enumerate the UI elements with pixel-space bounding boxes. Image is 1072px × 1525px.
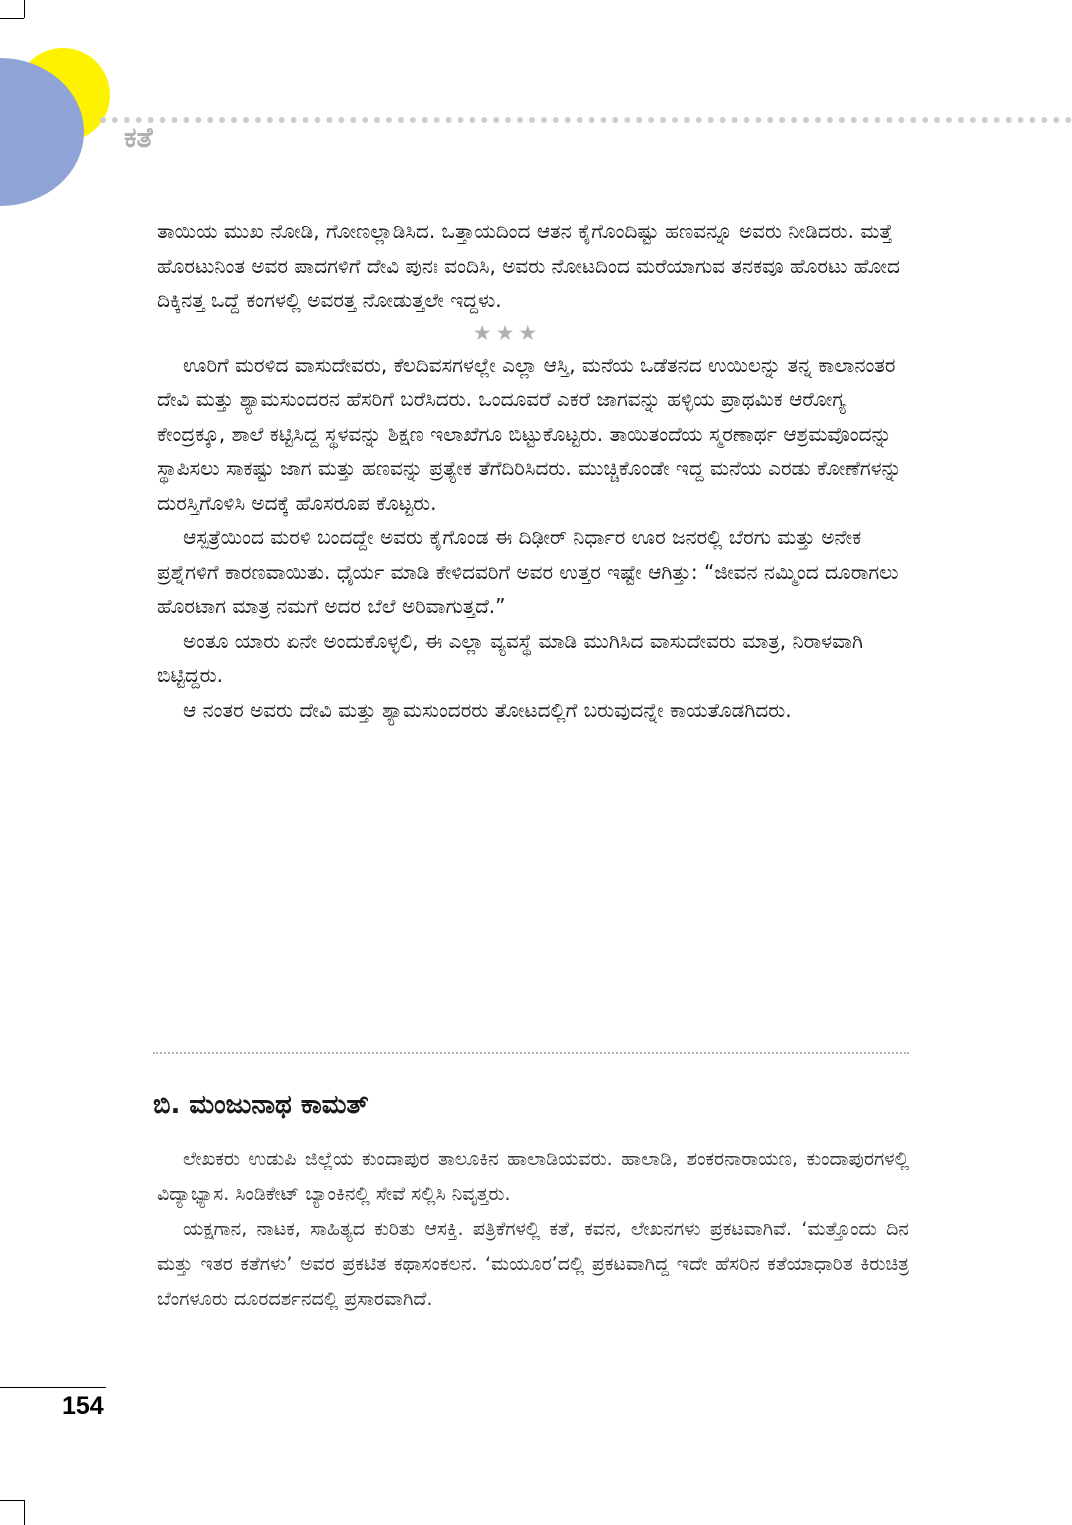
section-dotted-divider — [153, 1052, 909, 1054]
story-paragraph: ಆ ನಂತರ ಅವರು ದೇವಿ ಮತ್ತು ಶ್ಯಾಮಸುಂದರರು ತೋಟದಲ್ಲಿಗೆ ಬರುವುದನ್ನೇ ಕಾಯತೊಡಗಿದರು. — [183, 697, 792, 722]
page-number: 154 — [62, 1392, 104, 1420]
story-paragraph: ತಾಯಿಯ ಮುಖ ನೋಡಿ, ಗೋಣಲ್ಲಾಡಿಸಿದ. ಒತ್ತಾಯದಿಂದ ಆತನ ಕೈಗೊಂದಿಷ್ಟು ಹಣವನ್ನೂ ಅವರು ನೀಡಿದರು. ಮತ್ತೆ ಹೊರಟುನಿಂತ ಅವರ ಪಾದಗಳಿಗೆ ದೇವಿ ಪುನಃ ವಂದಿಸಿ, ಅವರು ನೋಟದಿಂದ ಮರೆಯಾಗುವ ತನಕವೂ ಹೊರಟು ಹೋದ ದಿಕ್ಕಿನತ್ತ ಒದ್ದೆ ಕಂಗಳಲ್ಲಿ ಅವರತ್ತ ನೋಡುತ್ತಲೇ ಇದ್ದಳು. — [157, 219, 900, 312]
author-bio — [157, 1142, 909, 1317]
scene-break-stars: ★★★ — [472, 320, 542, 345]
story-body — [157, 214, 917, 727]
story-paragraph: ಊರಿಗೆ ಮರಳಿದ ವಾಸುದೇವರು, ಕೆಲದಿವಸಗಳಲ್ಲೇ ಎಲ್ಲಾ ಆಸ್ತಿ, ಮನೆಯ ಒಡೆತನದ ಉಯಿಲನ್ನು ತನ್ನ ಕಾಲಾನಂತರ ದೇವಿ ಮತ್ತು ಶ್ಯಾಮಸುಂದರನ ಹೆಸರಿಗೆ ಬರೆಸಿದರು. ಒಂದೂವರೆ ಎಕರೆ ಜಾಗವನ್ನು ಹಳ್ಳಿಯ ಪ್ರಾಥಮಿಕ ಆರೋಗ್ಯ ಕೇಂದ್ರಕ್ಕೂ, ಶಾಲೆ ಕಟ್ಟಿಸಿದ್ದ ಸ್ಥಳವನ್ನು ಶಿಕ್ಷಣ ಇಲಾಖೆಗೂ ಬಿಟ್ಟುಕೊಟ್ಟರು. ತಾಯಿತಂದೆಯ ಸ್ಮರಣಾರ್ಥ ಆಶ್ರಮವೊಂದನ್ನು ಸ್ಥಾಪಿಸಲು ಸಾಕಷ್ಟು ಜಾಗ ಮತ್ತು ಹಣವನ್ನು ಪ್ರತ್ಯೇಕ ತೆಗೆದಿರಿಸಿದರು. ಮುಚ್ಚಿಕೊಂಡೇ ಇದ್ದ ಮನೆಯ ಎರಡು ಕೋಣೆಗಳನ್ನು ದುರಸ್ತಿಗೊಳಿಸಿ ಅದಕ್ಕೆ ಹೊಸರೂಪ ಕೊಟ್ಟರು. — [157, 352, 902, 515]
crop-mark-top-left — [0, 18, 24, 19]
section-label: ಕತೆ — [124, 121, 153, 154]
crop-mark-top-left-vertical — [24, 0, 25, 18]
author-bio-paragraph: ಲೇಖಕರು ಉಡುಪಿ ಜಿಲ್ಲೆಯ ಕುಂದಾಪುರ ತಾಲೂಕಿನ ಹಾಲಾಡಿಯವರು. ಹಾಲಾಡಿ, ಶಂಕರನಾರಾಯಣ, ಕುಂದಾಪುರಗಳಲ್ಲಿ ವಿದ್ಯಾಭ್ಯಾಸ. ಸಿಂಡಿಕೇಟ್ ಬ್ಯಾಂಕಿನಲ್ಲಿ ಸೇವೆ ಸಲ್ಲಿಸಿ ನಿವೃತ್ತರು. — [157, 1148, 909, 1205]
author-bio-paragraph: ಯಕ್ಷಗಾನ, ನಾಟಕ, ಸಾಹಿತ್ಯದ ಕುರಿತು ಆಸಕ್ತಿ. ಪತ್ರಿಕೆಗಳಲ್ಲಿ ಕತೆ, ಕವನ, ಲೇಖನಗಳು ಪ್ರಕಟವಾಗಿವೆ. ‘ಮತ್ತೊಂದು ದಿನ ಮತ್ತು ಇತರ ಕತೆಗಳು’ ಅವರ ಪ್ರಕಟಿತ ಕಥಾಸಂಕಲನ. ‘ಮಯೂರ’ದಲ್ಲಿ ಪ್ರಕಟವಾಗಿದ್ದ ಇದೇ ಹೆಸರಿನ ಕತೆಯಾಧಾರಿತ ಕಿರುಚಿತ್ರ ಬೆಂಗಳೂರು ದೂರದರ್ಶನದಲ್ಲಿ ಪ್ರಸಾರವಾಗಿದೆ. — [157, 1218, 909, 1310]
story-paragraph: ಅಂತೂ ಯಾರು ಏನೇ ಅಂದುಕೊಳ್ಳಲಿ, ಈ ಎಲ್ಲಾ ವ್ಯವಸ್ಥೆ ಮಾಡಿ ಮುಗಿಸಿದ ವಾಸುದೇವರು ಮಾತ್ರ, ನಿರಾಳವಾಗಿ ಬಿಟ್ಟಿದ್ದರು. — [157, 628, 863, 687]
story-paragraph: ಆಸ್ಪತ್ರೆಯಿಂದ ಮರಳಿ ಬಂದದ್ದೇ ಅವರು ಕೈಗೊಂಡ ಈ ದಿಢೀರ್ ನಿರ್ಧಾರ ಊರ ಜನರಲ್ಲಿ ಬೆರಗು ಮತ್ತು ಅನೇಕ ಪ್ರಶ್ನೆಗಳಿಗೆ ಕಾರಣವಾಯಿತು. ಧೈರ್ಯ ಮಾಡಿ ಕೇಳಿದವರಿಗೆ ಅವರ ಉತ್ತರ ಇಷ್ಟೇ ಆಗಿತ್ತು: “ಜೀವನ ನಮ್ಮಿಂದ ದೂರಾಗಲು ಹೊರಟಾಗ ಮಾತ್ರ ನಮಗೆ ಅದರ ಬೆಲೆ ಅರಿವಾಗುತ್ತದೆ.” — [157, 525, 899, 618]
crop-mark-bottom-left-vertical — [24, 1500, 25, 1525]
page-number-rule — [0, 1387, 106, 1388]
header-dotted-rule — [100, 117, 1072, 123]
crop-mark-bottom-left — [0, 1500, 24, 1501]
author-name-heading: ಬಿ. ಮಂಜುನಾಥ ಕಾಮತ್ — [153, 1090, 369, 1120]
